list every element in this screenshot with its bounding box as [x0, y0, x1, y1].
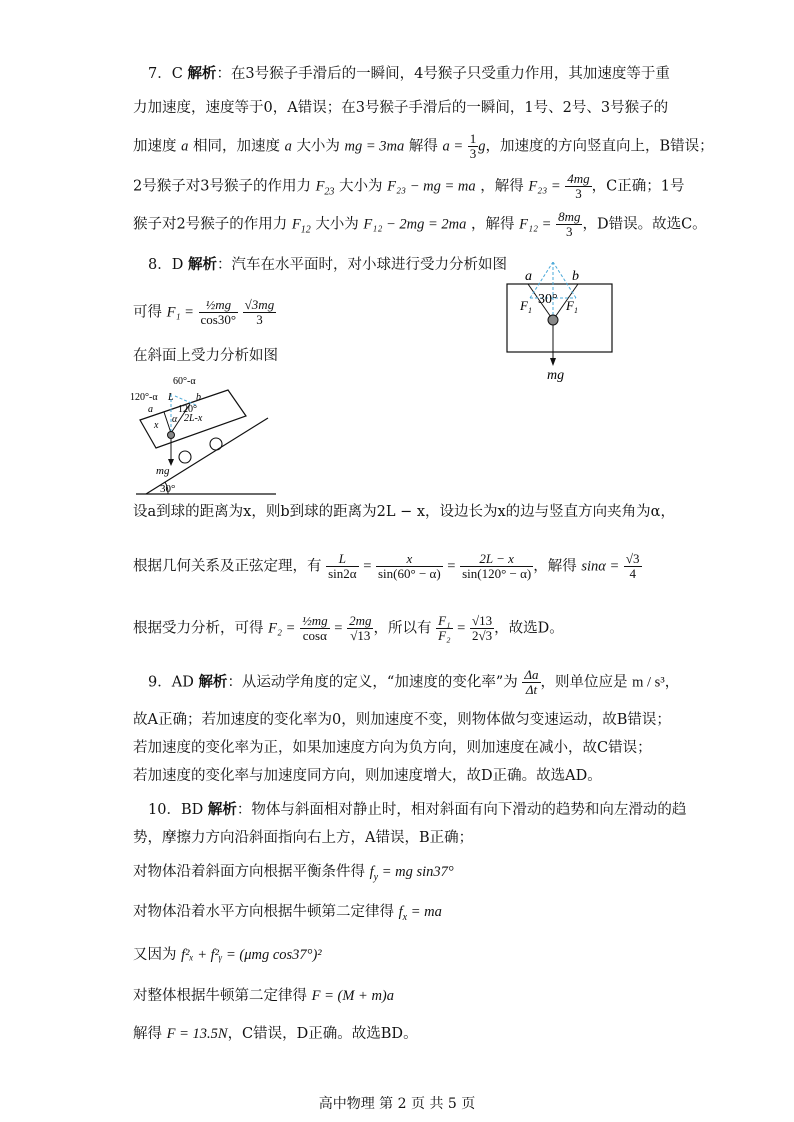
ball	[168, 432, 175, 439]
label-a: a	[148, 404, 153, 415]
fraction-x-sin60: $\frac{x}{\sin(60^\circ - \alpha)}$	[378, 551, 441, 581]
fraction-half-mg-cos30: $\frac{\text{½mg}}{\cos 30^\circ}$	[200, 297, 237, 327]
q10-line4: 对物体沿着水平方向根据牛顿第二定律得 $f_x$ = ma	[133, 904, 442, 923]
label-x: x	[154, 420, 159, 431]
fraction-4mg-3: $\frac{4mg}{3}$	[567, 171, 590, 201]
fraction-sqrt13-2sqrt3: $\frac{√13}{2√3}$	[471, 613, 493, 643]
q10-line6: 对整体根据牛顿第二定律得 F = (M + m)a	[133, 988, 394, 1004]
q7-line5: 猴子对2号猴子的作用力 $F_{12}$ 大小为 F₁₂ − 2mg = 2ma ，解得 F₁₂ = $\frac{8mg}{3}$ ，D错误。故选C。	[133, 209, 707, 239]
gravity-arrowhead	[550, 358, 556, 366]
label-120: 120°	[178, 404, 197, 415]
q7-line4: 2号猴子对3号猴子的作用力 $F_{23}$ 大小为 F₂₃ − mg = ma ，解得 F₂₃ = $\frac{4mg}{3}$ ，C正确；1号	[133, 171, 685, 201]
q8-line5: 根据几何关系及正弦定理，有 $\frac{L}{\sin 2\alpha}$ = $\frac{x}{\sin(60^\circ - \alpha)}$ = $\frac{2L - x}{\sin(120^\circ - \alpha)}$ ，解得 sinα = $\frac{√3}{4}$	[133, 551, 640, 581]
q8-line1: 8．D 解析：汽车在水平面时，对小球进行受力分析如图	[148, 256, 507, 273]
fraction-sqrt3-4: $\frac{√3}{4}$	[625, 551, 640, 581]
q9-line4: 若加速度的变化率与加速度同方向，则加速度增大，故D正确。故选AD。	[133, 768, 602, 784]
q10-line1: 10．BD 解析：物体与斜面相对静止时，相对斜面有向下滑动的趋势和向左滑动的趋	[148, 801, 687, 818]
q8-line3: 在斜面上受力分析如图	[133, 348, 278, 364]
fraction-L-sin2a: $\frac{L}{\sin 2\alpha}$	[328, 551, 357, 581]
q9-line3: 若加速度的变化率为正，如果加速度方向为负方向，则加速度在减小，故C错误；	[133, 740, 652, 756]
q10-line2: 势，摩擦力方向沿斜面指向右上方，A错误，B正确；	[133, 830, 474, 846]
label-f1-left: $F_1$	[520, 298, 532, 315]
label-L: L	[168, 392, 174, 403]
q8-line2: 可得 F₁ = $\frac{\text{½mg}}{\cos 30^\circ}$ $\frac{√3mg}{3}$	[133, 297, 275, 327]
q10-line5: 又因为 f²ₓ + f²ᵧ = (μmg cos37°)²	[133, 947, 322, 963]
rope-a	[164, 412, 171, 433]
label-60-alpha: 60°-α	[173, 376, 196, 387]
fraction-half-mg-cosa: $\frac{\text{½mg}}{\cos\alpha}$	[302, 613, 328, 643]
fraction-sqrt3mg-3: $\frac{√3mg}{3}$	[244, 297, 275, 327]
label-a: a	[525, 269, 532, 284]
fraction-da-dt: $\frac{\Delta a}{\Delta t}$	[524, 667, 539, 697]
q7-line2: 力加速度，速度等于0，A错误；在3号猴子手滑后的一瞬间，1号、2号、3号猴子的	[133, 100, 669, 116]
ball	[548, 315, 558, 325]
q7-line3: 加速度 a 相同，加速度 a 大小为 mg = 3ma 解得 a = $\frac{1}{3}$ g，加速度的方向竖直向上，B错误；	[133, 131, 714, 161]
fraction-2mg-sqrt13: $\frac{2mg}{√13}$	[349, 613, 372, 643]
wheel-right	[210, 438, 222, 450]
force-diagram-incline	[128, 370, 278, 498]
label-alpha: α	[172, 414, 178, 425]
wheel-left	[179, 451, 191, 463]
force-diagram-horizontal	[500, 262, 620, 382]
label-b: b	[196, 392, 201, 403]
label-mg: mg	[156, 465, 170, 477]
label-b: b	[572, 269, 579, 284]
q10-line7: 解得 F = 13.5N，C错误，D正确。故选BD。	[133, 1026, 418, 1042]
q10-line3: 对物体沿着斜面方向根据平衡条件得 $f_y$ = mg sin37°	[133, 864, 454, 883]
q7-line1: 7．C 解析：在3号猴子手滑后的一瞬间，4号猴子只受重力作用，其加速度等于重	[148, 65, 670, 82]
q9-line1: 9．AD 解析：从运动学角度的定义，“加速度的变化率”为 $\frac{\Delta a}{\Delta t}$ ，则单位应是 m / s³，	[148, 667, 680, 697]
q8-line4: 设a到球的距离为x，则b到球的距离为2L − x，设边长为x的边与竖直方向夹角为α，	[133, 504, 675, 520]
label-2L-x: 2L-x	[184, 413, 203, 424]
q9-line2: 故A正确；若加速度的变化率为0，则加速度不变，则物体做匀变速运动，故B错误；	[133, 712, 671, 728]
fraction-one-third: $\frac{1}{3}$	[469, 131, 477, 161]
label-f1-right: $F_1$	[566, 298, 578, 315]
label-120-alpha: 120°-α	[130, 392, 158, 403]
page-footer: 高中物理 第 2 页 共 5 页	[318, 1096, 476, 1112]
car-body-rect	[507, 284, 612, 352]
label-mg: mg	[547, 368, 565, 382]
q8-line6: 根据受力分析，可得 F₂ = $\frac{\text{½mg}}{\cos\alpha}$ = $\frac{2mg}{√13}$ ，所以有 $\frac{\text{F₁}}{\text{F₂}}$ = $\frac{√13}{2√3}$ ，故选D。	[133, 613, 564, 643]
fraction-2Lx-sin120: $\frac{2L - x}{\sin(120^\circ - \alpha)}$	[462, 551, 532, 581]
label-angle: 30°	[538, 292, 558, 307]
fraction-8mg-3: $\frac{8mg}{3}$	[558, 209, 581, 239]
fraction-F1-F2: $\frac{\text{F₁}}{\text{F₂}}$	[438, 613, 451, 643]
label-30: 30°	[160, 483, 176, 495]
